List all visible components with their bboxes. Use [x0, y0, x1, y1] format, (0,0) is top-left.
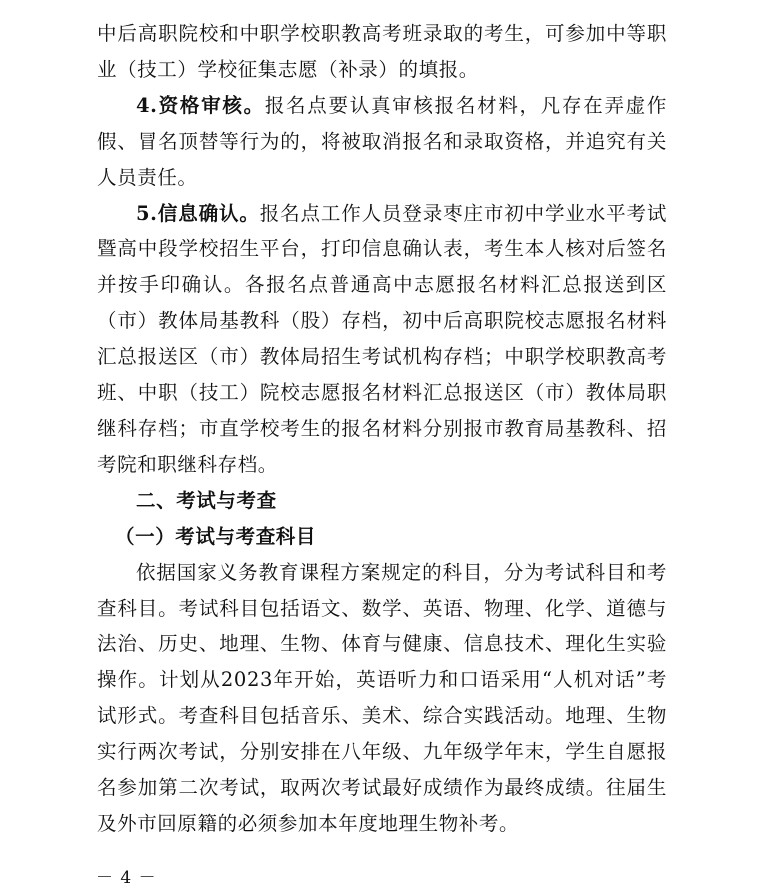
paragraph-text: 报名点要认真审核报名材料，凡存在弄虚作假、冒名顶替等行为的，将被取消报名和录取资格，并追究有关人员责任。	[97, 93, 668, 189]
paragraph-subjects	[97, 555, 667, 842]
page-number: － 4 －	[96, 868, 157, 888]
paragraph-information-confirmation	[97, 196, 667, 483]
paragraph-text: 中后高职院校和中职学校职教高考班录取的考生，可参加中等职业（技工）学校征集志愿（补录）的填报。	[97, 22, 667, 81]
document-body	[97, 16, 667, 842]
paragraph-qualification-review	[97, 88, 667, 196]
paragraph-text: 依据国家义务教育课程方案规定的科目，分为考试科目和考查科目。考试科目包括语文、数学、英语、物理、化学、道德与法治、历史、地理、生物、体育与健康、信息技术、理化生实验操作。计划从2023年开始，英语听力和口语采用“人机对话”考试形式。考查科目包括音乐、美术、综合实践活动。地理、生物实行两次考试，分别安排在八年级、九年级学年末，学生自愿报名参加第二次考试，取两次考试最好成绩作为最终成绩。往届生及外市回原籍的必须参加本年度地理生物补考。	[97, 560, 667, 835]
paragraph-text: 报名点工作人员登录枣庄市初中学业水平考试暨高中段学校招生平台，打印信息确认表，考生本人核对后签名并按手印确认。各报名点普通高中志愿报名材料汇总报送到区（市）教体局基教科（股）存档，初中后高职院校志愿报名材料汇总报送区（市）教体局招生考试机构存档；中职学校职教高考班、中职（技工）院校志愿报名材料汇总报送区（市）教体局职继科存档；市直学校考生的报名材料分别报市教育局基教科、招考院和职继科存档。	[97, 201, 667, 476]
section-heading: 二、考试与考查	[136, 488, 277, 512]
subsection-heading: （一）考试与考查科目	[115, 524, 317, 548]
paragraph-lead: 5.信息确认。	[136, 201, 260, 225]
paragraph-lead: 4.资格审核。	[136, 93, 265, 117]
paragraph-continuation	[97, 16, 667, 88]
